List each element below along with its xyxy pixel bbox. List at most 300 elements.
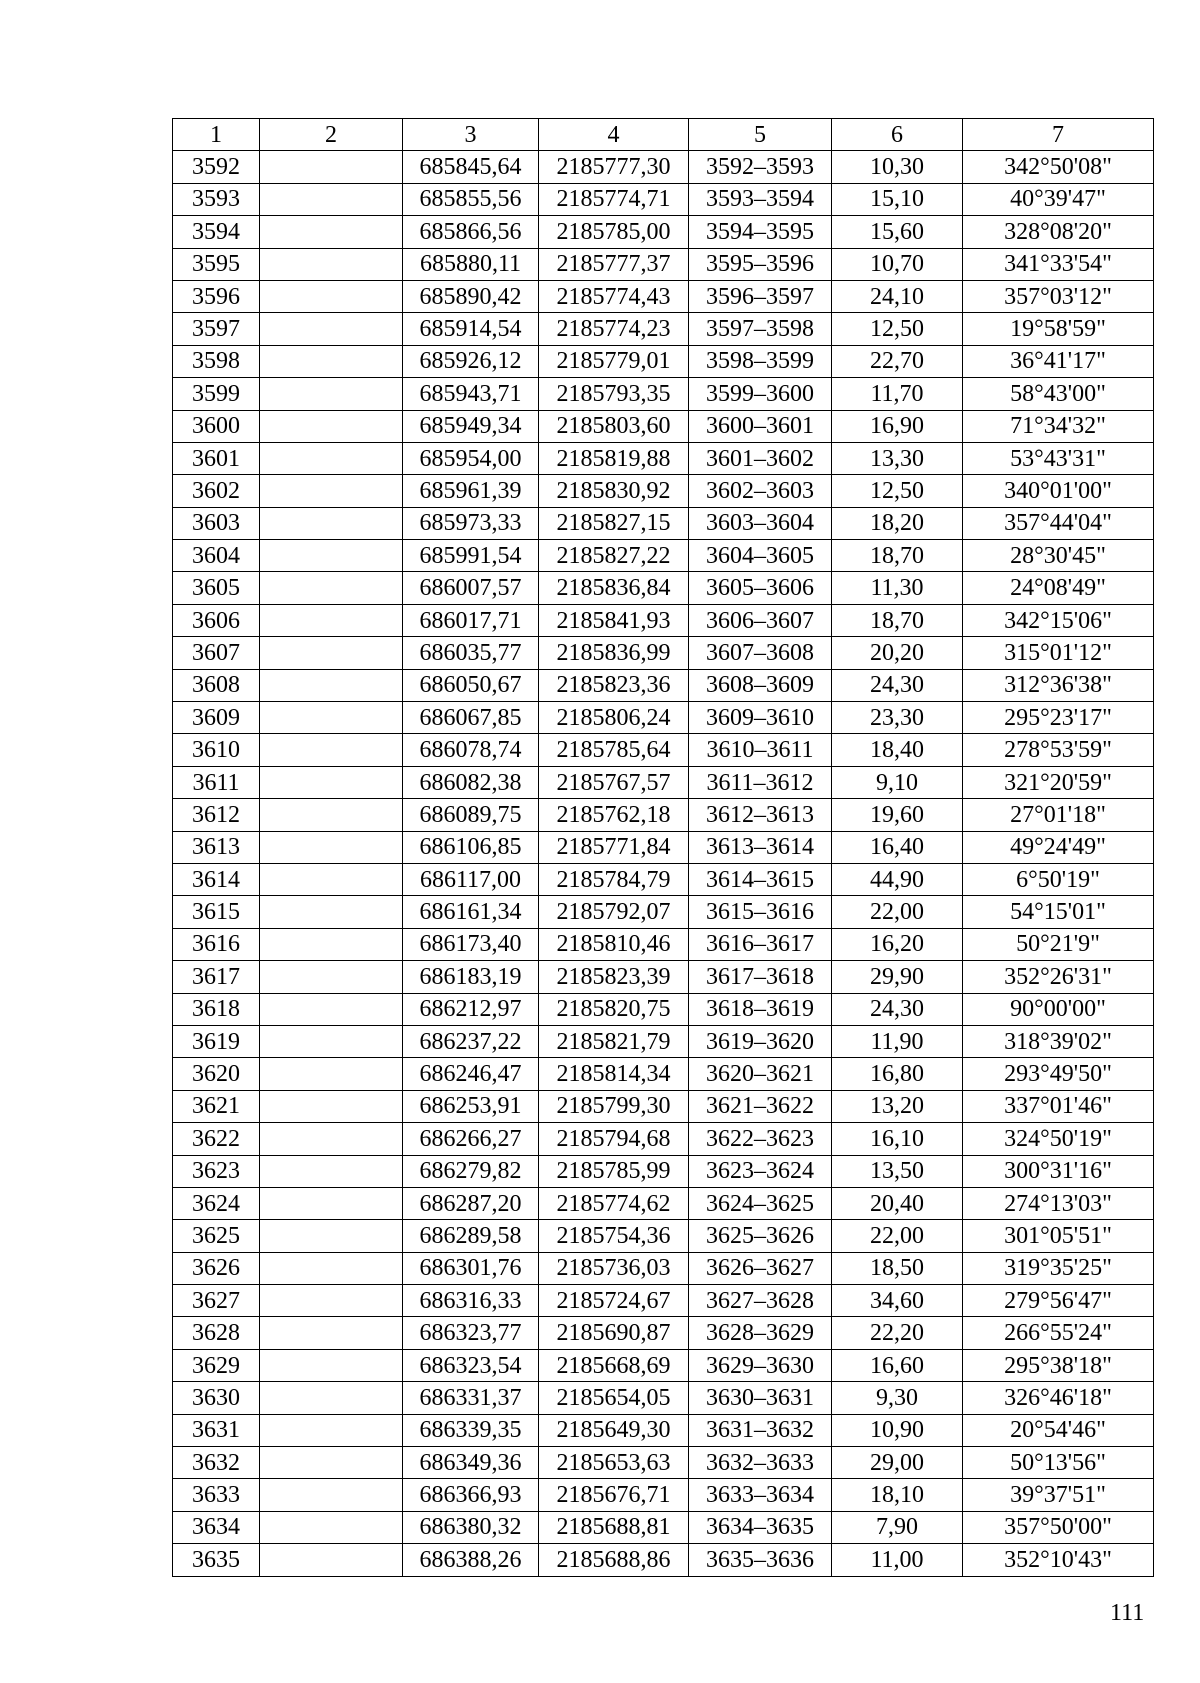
table-row — [173, 1414, 1154, 1446]
y-coordinate-cell: 2185736,03 — [539, 1252, 689, 1284]
length-cell: 13,50 — [832, 1155, 963, 1187]
point-number-cell: 3619 — [173, 1025, 260, 1057]
x-coordinate-cell: 686246,47 — [403, 1058, 539, 1090]
y-coordinate-cell: 2185793,35 — [539, 378, 689, 410]
point-number-cell: 3614 — [173, 863, 260, 895]
bearing-cell: 312°36'38" — [963, 669, 1154, 701]
length-cell: 10,90 — [832, 1414, 963, 1446]
bearing-cell: 328°08'20" — [963, 216, 1154, 248]
note-cell — [260, 442, 403, 474]
x-coordinate-cell: 686106,85 — [403, 831, 539, 863]
note-cell — [260, 961, 403, 993]
y-coordinate-cell: 2185803,60 — [539, 410, 689, 442]
y-coordinate-cell: 2185649,30 — [539, 1414, 689, 1446]
segment-cell: 3631–3632 — [689, 1414, 832, 1446]
y-coordinate-cell: 2185653,63 — [539, 1447, 689, 1479]
bearing-cell: 266°55'24" — [963, 1317, 1154, 1349]
table-row — [173, 1090, 1154, 1122]
y-coordinate-cell: 2185774,23 — [539, 313, 689, 345]
x-coordinate-cell: 686017,71 — [403, 604, 539, 636]
x-coordinate-cell: 685845,64 — [403, 151, 539, 183]
note-cell — [260, 313, 403, 345]
length-cell: 11,00 — [832, 1544, 963, 1576]
point-number-cell: 3596 — [173, 280, 260, 312]
segment-cell: 3624–3625 — [689, 1187, 832, 1219]
point-number-cell: 3621 — [173, 1090, 260, 1122]
bearing-cell: 50°13'56" — [963, 1447, 1154, 1479]
x-coordinate-cell: 686380,32 — [403, 1511, 539, 1543]
table-row — [173, 1349, 1154, 1381]
table-row — [173, 216, 1154, 248]
x-coordinate-cell: 686089,75 — [403, 799, 539, 831]
table-row — [173, 1317, 1154, 1349]
segment-cell: 3605–3606 — [689, 572, 832, 604]
column-header: 3 — [403, 119, 539, 151]
bearing-cell: 39°37'51" — [963, 1479, 1154, 1511]
length-cell: 18,50 — [832, 1252, 963, 1284]
segment-cell: 3610–3611 — [689, 734, 832, 766]
length-cell: 34,60 — [832, 1285, 963, 1317]
point-number-cell: 3602 — [173, 475, 260, 507]
point-number-cell: 3630 — [173, 1382, 260, 1414]
segment-cell: 3623–3624 — [689, 1155, 832, 1187]
table-row — [173, 280, 1154, 312]
y-coordinate-cell: 2185785,64 — [539, 734, 689, 766]
y-coordinate-cell: 2185821,79 — [539, 1025, 689, 1057]
segment-cell: 3618–3619 — [689, 993, 832, 1025]
y-coordinate-cell: 2185841,93 — [539, 604, 689, 636]
note-cell — [260, 1544, 403, 1576]
x-coordinate-cell: 686078,74 — [403, 734, 539, 766]
segment-cell: 3606–3607 — [689, 604, 832, 636]
x-coordinate-cell: 686237,22 — [403, 1025, 539, 1057]
segment-cell: 3635–3636 — [689, 1544, 832, 1576]
segment-cell: 3609–3610 — [689, 702, 832, 734]
point-number-cell: 3629 — [173, 1349, 260, 1381]
x-coordinate-cell: 685926,12 — [403, 345, 539, 377]
length-cell: 12,50 — [832, 313, 963, 345]
table-row — [173, 345, 1154, 377]
note-cell — [260, 572, 403, 604]
y-coordinate-cell: 2185827,15 — [539, 507, 689, 539]
length-cell: 16,90 — [832, 410, 963, 442]
bearing-cell: 337°01'46" — [963, 1090, 1154, 1122]
length-cell: 24,30 — [832, 993, 963, 1025]
point-number-cell: 3599 — [173, 378, 260, 410]
x-coordinate-cell: 686366,93 — [403, 1479, 539, 1511]
length-cell: 11,90 — [832, 1025, 963, 1057]
table-row — [173, 1479, 1154, 1511]
length-cell: 18,20 — [832, 507, 963, 539]
table-row — [173, 1025, 1154, 1057]
bearing-cell: 352°10'43" — [963, 1544, 1154, 1576]
x-coordinate-cell: 686349,36 — [403, 1447, 539, 1479]
point-number-cell: 3616 — [173, 928, 260, 960]
segment-cell: 3598–3599 — [689, 345, 832, 377]
note-cell — [260, 863, 403, 895]
point-number-cell: 3600 — [173, 410, 260, 442]
y-coordinate-cell: 2185688,86 — [539, 1544, 689, 1576]
length-cell: 10,70 — [832, 248, 963, 280]
x-coordinate-cell: 685890,42 — [403, 280, 539, 312]
note-cell — [260, 1285, 403, 1317]
bearing-cell: 300°31'16" — [963, 1155, 1154, 1187]
note-cell — [260, 1058, 403, 1090]
length-cell: 16,60 — [832, 1349, 963, 1381]
segment-cell: 3604–3605 — [689, 540, 832, 572]
table-row — [173, 928, 1154, 960]
y-coordinate-cell: 2185836,84 — [539, 572, 689, 604]
bearing-cell: 27°01'18" — [963, 799, 1154, 831]
bearing-cell: 28°30'45" — [963, 540, 1154, 572]
x-coordinate-cell: 686388,26 — [403, 1544, 539, 1576]
note-cell — [260, 1252, 403, 1284]
y-coordinate-cell: 2185785,00 — [539, 216, 689, 248]
x-coordinate-cell: 686212,97 — [403, 993, 539, 1025]
x-coordinate-cell: 685914,54 — [403, 313, 539, 345]
segment-cell: 3629–3630 — [689, 1349, 832, 1381]
note-cell — [260, 604, 403, 636]
length-cell: 24,30 — [832, 669, 963, 701]
x-coordinate-cell: 686289,58 — [403, 1220, 539, 1252]
table-row — [173, 410, 1154, 442]
x-coordinate-cell: 685991,54 — [403, 540, 539, 572]
point-number-cell: 3623 — [173, 1155, 260, 1187]
x-coordinate-cell: 686287,20 — [403, 1187, 539, 1219]
length-cell: 29,00 — [832, 1447, 963, 1479]
x-coordinate-cell: 685954,00 — [403, 442, 539, 474]
table-row — [173, 1058, 1154, 1090]
note-cell — [260, 248, 403, 280]
segment-cell: 3616–3617 — [689, 928, 832, 960]
note-cell — [260, 1511, 403, 1543]
segment-cell: 3602–3603 — [689, 475, 832, 507]
point-number-cell: 3632 — [173, 1447, 260, 1479]
y-coordinate-cell: 2185774,43 — [539, 280, 689, 312]
table-row — [173, 993, 1154, 1025]
length-cell: 13,20 — [832, 1090, 963, 1122]
table-row — [173, 863, 1154, 895]
note-cell — [260, 637, 403, 669]
table-row — [173, 540, 1154, 572]
note-cell — [260, 1090, 403, 1122]
bearing-cell: 295°23'17" — [963, 702, 1154, 734]
point-number-cell: 3604 — [173, 540, 260, 572]
point-number-cell: 3635 — [173, 1544, 260, 1576]
table-row — [173, 961, 1154, 993]
column-header: 6 — [832, 119, 963, 151]
table-row — [173, 1447, 1154, 1479]
note-cell — [260, 280, 403, 312]
note-cell — [260, 1447, 403, 1479]
table-header-row — [173, 119, 1154, 151]
segment-cell: 3601–3602 — [689, 442, 832, 474]
bearing-cell: 342°15'06" — [963, 604, 1154, 636]
bearing-cell: 49°24'49" — [963, 831, 1154, 863]
length-cell: 9,30 — [832, 1382, 963, 1414]
segment-cell: 3594–3595 — [689, 216, 832, 248]
length-cell: 10,30 — [832, 151, 963, 183]
y-coordinate-cell: 2185836,99 — [539, 637, 689, 669]
table-row — [173, 1544, 1154, 1576]
segment-cell: 3621–3622 — [689, 1090, 832, 1122]
bearing-cell: 278°53'59" — [963, 734, 1154, 766]
bearing-cell: 19°58'59" — [963, 313, 1154, 345]
y-coordinate-cell: 2185767,57 — [539, 766, 689, 798]
column-header: 5 — [689, 119, 832, 151]
y-coordinate-cell: 2185810,46 — [539, 928, 689, 960]
point-number-cell: 3613 — [173, 831, 260, 863]
note-cell — [260, 410, 403, 442]
bearing-cell: 58°43'00" — [963, 378, 1154, 410]
point-number-cell: 3624 — [173, 1187, 260, 1219]
bearing-cell: 293°49'50" — [963, 1058, 1154, 1090]
note-cell — [260, 896, 403, 928]
x-coordinate-cell: 685973,33 — [403, 507, 539, 539]
segment-cell: 3611–3612 — [689, 766, 832, 798]
y-coordinate-cell: 2185814,34 — [539, 1058, 689, 1090]
bearing-cell: 20°54'46" — [963, 1414, 1154, 1446]
length-cell: 23,30 — [832, 702, 963, 734]
x-coordinate-cell: 685855,56 — [403, 183, 539, 215]
coordinates-table — [172, 118, 1154, 1577]
segment-cell: 3627–3628 — [689, 1285, 832, 1317]
length-cell: 13,30 — [832, 442, 963, 474]
bearing-cell: 352°26'31" — [963, 961, 1154, 993]
note-cell — [260, 345, 403, 377]
table-row — [173, 1252, 1154, 1284]
x-coordinate-cell: 686161,34 — [403, 896, 539, 928]
column-header: 7 — [963, 119, 1154, 151]
x-coordinate-cell: 686082,38 — [403, 766, 539, 798]
y-coordinate-cell: 2185779,01 — [539, 345, 689, 377]
column-header: 1 — [173, 119, 260, 151]
y-coordinate-cell: 2185777,30 — [539, 151, 689, 183]
table-row — [173, 831, 1154, 863]
length-cell: 12,50 — [832, 475, 963, 507]
bearing-cell: 36°41'17" — [963, 345, 1154, 377]
point-number-cell: 3611 — [173, 766, 260, 798]
table-row — [173, 1220, 1154, 1252]
x-coordinate-cell: 686253,91 — [403, 1090, 539, 1122]
length-cell: 18,10 — [832, 1479, 963, 1511]
length-cell: 44,90 — [832, 863, 963, 895]
segment-cell: 3625–3626 — [689, 1220, 832, 1252]
bearing-cell: 319°35'25" — [963, 1252, 1154, 1284]
length-cell: 22,20 — [832, 1317, 963, 1349]
segment-cell: 3595–3596 — [689, 248, 832, 280]
y-coordinate-cell: 2185654,05 — [539, 1382, 689, 1414]
table-row — [173, 507, 1154, 539]
point-number-cell: 3593 — [173, 183, 260, 215]
y-coordinate-cell: 2185819,88 — [539, 442, 689, 474]
note-cell — [260, 216, 403, 248]
note-cell — [260, 734, 403, 766]
y-coordinate-cell: 2185820,75 — [539, 993, 689, 1025]
segment-cell: 3630–3631 — [689, 1382, 832, 1414]
note-cell — [260, 475, 403, 507]
point-number-cell: 3620 — [173, 1058, 260, 1090]
table-row — [173, 313, 1154, 345]
note-cell — [260, 799, 403, 831]
x-coordinate-cell: 686067,85 — [403, 702, 539, 734]
bearing-cell: 340°01'00" — [963, 475, 1154, 507]
length-cell: 18,40 — [832, 734, 963, 766]
point-number-cell: 3618 — [173, 993, 260, 1025]
point-number-cell: 3598 — [173, 345, 260, 377]
bearing-cell: 301°05'51" — [963, 1220, 1154, 1252]
note-cell — [260, 151, 403, 183]
point-number-cell: 3626 — [173, 1252, 260, 1284]
segment-cell: 3603–3604 — [689, 507, 832, 539]
segment-cell: 3614–3615 — [689, 863, 832, 895]
note-cell — [260, 183, 403, 215]
x-coordinate-cell: 686050,67 — [403, 669, 539, 701]
x-coordinate-cell: 686301,76 — [403, 1252, 539, 1284]
note-cell — [260, 928, 403, 960]
y-coordinate-cell: 2185792,07 — [539, 896, 689, 928]
length-cell: 19,60 — [832, 799, 963, 831]
bearing-cell: 279°56'47" — [963, 1285, 1154, 1317]
length-cell: 24,10 — [832, 280, 963, 312]
segment-cell: 3628–3629 — [689, 1317, 832, 1349]
segment-cell: 3622–3623 — [689, 1123, 832, 1155]
length-cell: 22,00 — [832, 1220, 963, 1252]
point-number-cell: 3610 — [173, 734, 260, 766]
note-cell — [260, 1479, 403, 1511]
y-coordinate-cell: 2185823,36 — [539, 669, 689, 701]
y-coordinate-cell: 2185774,71 — [539, 183, 689, 215]
x-coordinate-cell: 686316,33 — [403, 1285, 539, 1317]
note-cell — [260, 1187, 403, 1219]
bearing-cell: 342°50'08" — [963, 151, 1154, 183]
note-cell — [260, 1155, 403, 1187]
column-header: 2 — [260, 119, 403, 151]
table-row — [173, 702, 1154, 734]
y-coordinate-cell: 2185668,69 — [539, 1349, 689, 1381]
segment-cell: 3634–3635 — [689, 1511, 832, 1543]
table-row — [173, 183, 1154, 215]
point-number-cell: 3608 — [173, 669, 260, 701]
segment-cell: 3592–3593 — [689, 151, 832, 183]
point-number-cell: 3625 — [173, 1220, 260, 1252]
segment-cell: 3597–3598 — [689, 313, 832, 345]
point-number-cell: 3601 — [173, 442, 260, 474]
table-row — [173, 637, 1154, 669]
point-number-cell: 3609 — [173, 702, 260, 734]
table-row — [173, 766, 1154, 798]
table-body — [173, 151, 1154, 1576]
y-coordinate-cell: 2185784,79 — [539, 863, 689, 895]
length-cell: 11,70 — [832, 378, 963, 410]
segment-cell: 3632–3633 — [689, 1447, 832, 1479]
segment-cell: 3593–3594 — [689, 183, 832, 215]
y-coordinate-cell: 2185774,62 — [539, 1187, 689, 1219]
x-coordinate-cell: 686279,82 — [403, 1155, 539, 1187]
point-number-cell: 3628 — [173, 1317, 260, 1349]
point-number-cell: 3607 — [173, 637, 260, 669]
bearing-cell: 24°08'49" — [963, 572, 1154, 604]
note-cell — [260, 1123, 403, 1155]
table-row — [173, 1123, 1154, 1155]
table-row — [173, 572, 1154, 604]
length-cell: 7,90 — [832, 1511, 963, 1543]
segment-cell: 3620–3621 — [689, 1058, 832, 1090]
note-cell — [260, 1414, 403, 1446]
x-coordinate-cell: 685943,71 — [403, 378, 539, 410]
x-coordinate-cell: 686323,77 — [403, 1317, 539, 1349]
table-row — [173, 151, 1154, 183]
x-coordinate-cell: 685949,34 — [403, 410, 539, 442]
bearing-cell: 53°43'31" — [963, 442, 1154, 474]
segment-cell: 3615–3616 — [689, 896, 832, 928]
point-number-cell: 3606 — [173, 604, 260, 636]
x-coordinate-cell: 686183,19 — [403, 961, 539, 993]
length-cell: 20,40 — [832, 1187, 963, 1219]
y-coordinate-cell: 2185806,24 — [539, 702, 689, 734]
note-cell — [260, 766, 403, 798]
page-number: 111 — [1110, 1600, 1145, 1626]
table-row — [173, 1511, 1154, 1543]
bearing-cell: 6°50'19" — [963, 863, 1154, 895]
point-number-cell: 3597 — [173, 313, 260, 345]
segment-cell: 3617–3618 — [689, 961, 832, 993]
y-coordinate-cell: 2185724,67 — [539, 1285, 689, 1317]
x-coordinate-cell: 686007,57 — [403, 572, 539, 604]
length-cell: 18,70 — [832, 604, 963, 636]
table-row — [173, 1382, 1154, 1414]
table-row — [173, 1155, 1154, 1187]
bearing-cell: 318°39'02" — [963, 1025, 1154, 1057]
length-cell: 22,70 — [832, 345, 963, 377]
y-coordinate-cell: 2185799,30 — [539, 1090, 689, 1122]
point-number-cell: 3603 — [173, 507, 260, 539]
segment-cell: 3608–3609 — [689, 669, 832, 701]
x-coordinate-cell: 685866,56 — [403, 216, 539, 248]
point-number-cell: 3631 — [173, 1414, 260, 1446]
y-coordinate-cell: 2185823,39 — [539, 961, 689, 993]
x-coordinate-cell: 685961,39 — [403, 475, 539, 507]
segment-cell: 3599–3600 — [689, 378, 832, 410]
y-coordinate-cell: 2185754,36 — [539, 1220, 689, 1252]
note-cell — [260, 702, 403, 734]
bearing-cell: 315°01'12" — [963, 637, 1154, 669]
note-cell — [260, 507, 403, 539]
x-coordinate-cell: 685880,11 — [403, 248, 539, 280]
bearing-cell: 326°46'18" — [963, 1382, 1154, 1414]
segment-cell: 3633–3634 — [689, 1479, 832, 1511]
segment-cell: 3596–3597 — [689, 280, 832, 312]
table-row — [173, 442, 1154, 474]
note-cell — [260, 1382, 403, 1414]
segment-cell: 3607–3608 — [689, 637, 832, 669]
y-coordinate-cell: 2185688,81 — [539, 1511, 689, 1543]
length-cell: 11,30 — [832, 572, 963, 604]
point-number-cell: 3615 — [173, 896, 260, 928]
x-coordinate-cell: 686331,37 — [403, 1382, 539, 1414]
y-coordinate-cell: 2185762,18 — [539, 799, 689, 831]
bearing-cell: 324°50'19" — [963, 1123, 1154, 1155]
note-cell — [260, 1025, 403, 1057]
segment-cell: 3600–3601 — [689, 410, 832, 442]
bearing-cell: 321°20'59" — [963, 766, 1154, 798]
note-cell — [260, 831, 403, 863]
y-coordinate-cell: 2185827,22 — [539, 540, 689, 572]
x-coordinate-cell: 686323,54 — [403, 1349, 539, 1381]
length-cell: 18,70 — [832, 540, 963, 572]
note-cell — [260, 1220, 403, 1252]
y-coordinate-cell: 2185771,84 — [539, 831, 689, 863]
